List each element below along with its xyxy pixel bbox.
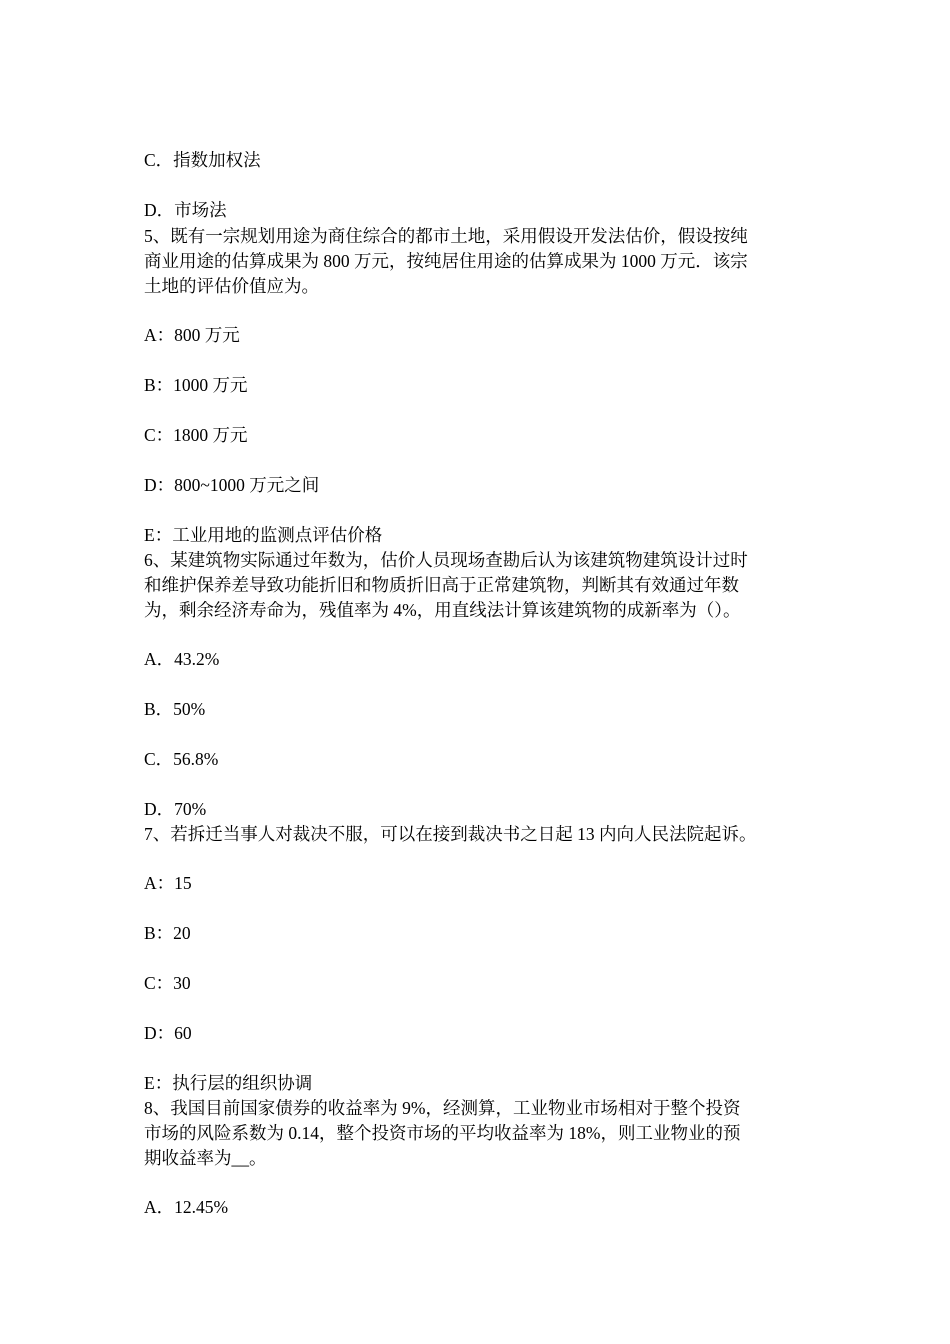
option-d-q6: D．70% [144,799,207,819]
option-c-q6: C．56.8% [144,749,219,769]
option-a-q7: A：15 [144,873,192,893]
question-6-line-2: 和维护保养差导致功能折旧和物质折旧高于正常建筑物，判断其有效通过年数 [144,575,739,595]
question-8-line-1: 8、我国目前国家债券的收益率为 9%，经测算，工业物业市场相对于整个投资 [144,1098,741,1118]
option-d-q4: D．市场法 [144,200,227,220]
option-a-q5: A：800 万元 [144,325,240,345]
option-c-q7: C：30 [144,973,191,993]
question-5-line-2: 商业用途的估算成果为 800 万元，按纯居住用途的估算成果为 1000 万元．该宗 [144,251,748,271]
question-6-line-1: 6、某建筑物实际通过年数为，估价人员现场查勘后认为该建筑物建筑设计过时 [144,550,748,570]
option-d-q5: D：800~1000 万元之间 [144,475,320,495]
option-c-q4: C．指数加权法 [144,150,261,170]
option-d-q7: D：60 [144,1023,192,1043]
option-b-q6: B．50% [144,699,206,719]
option-e-q5: E：工业用地的监测点评估价格 [144,525,383,545]
question-6-line-3: 为，剩余经济寿命为，残值率为 4%，用直线法计算该建筑物的成新率为（）。 [144,600,741,620]
question-8-line-2: 市场的风险系数为 0.14，整个投资市场的平均收益率为 18%，则工业物业的预 [144,1123,741,1143]
option-b-q5: B：1000 万元 [144,375,248,395]
option-e-q7: E：执行层的组织协调 [144,1073,313,1093]
question-5-line-1: 5、既有一宗规划用途为商住综合的都市土地，采用假设开发法估价，假设按纯 [144,226,748,246]
question-5-line-3: 土地的评估价值应为。 [144,276,319,296]
option-b-q7: B：20 [144,923,191,943]
option-a-q8: A．12.45% [144,1197,229,1217]
question-8-line-3: 期收益率为__。 [144,1148,267,1168]
option-c-q5: C：1800 万元 [144,425,248,445]
question-7-line-1: 7、若拆迁当事人对裁决不服，可以在接到裁决书之日起 13 内向人民法院起诉。 [144,824,757,844]
option-a-q6: A．43.2% [144,649,220,669]
